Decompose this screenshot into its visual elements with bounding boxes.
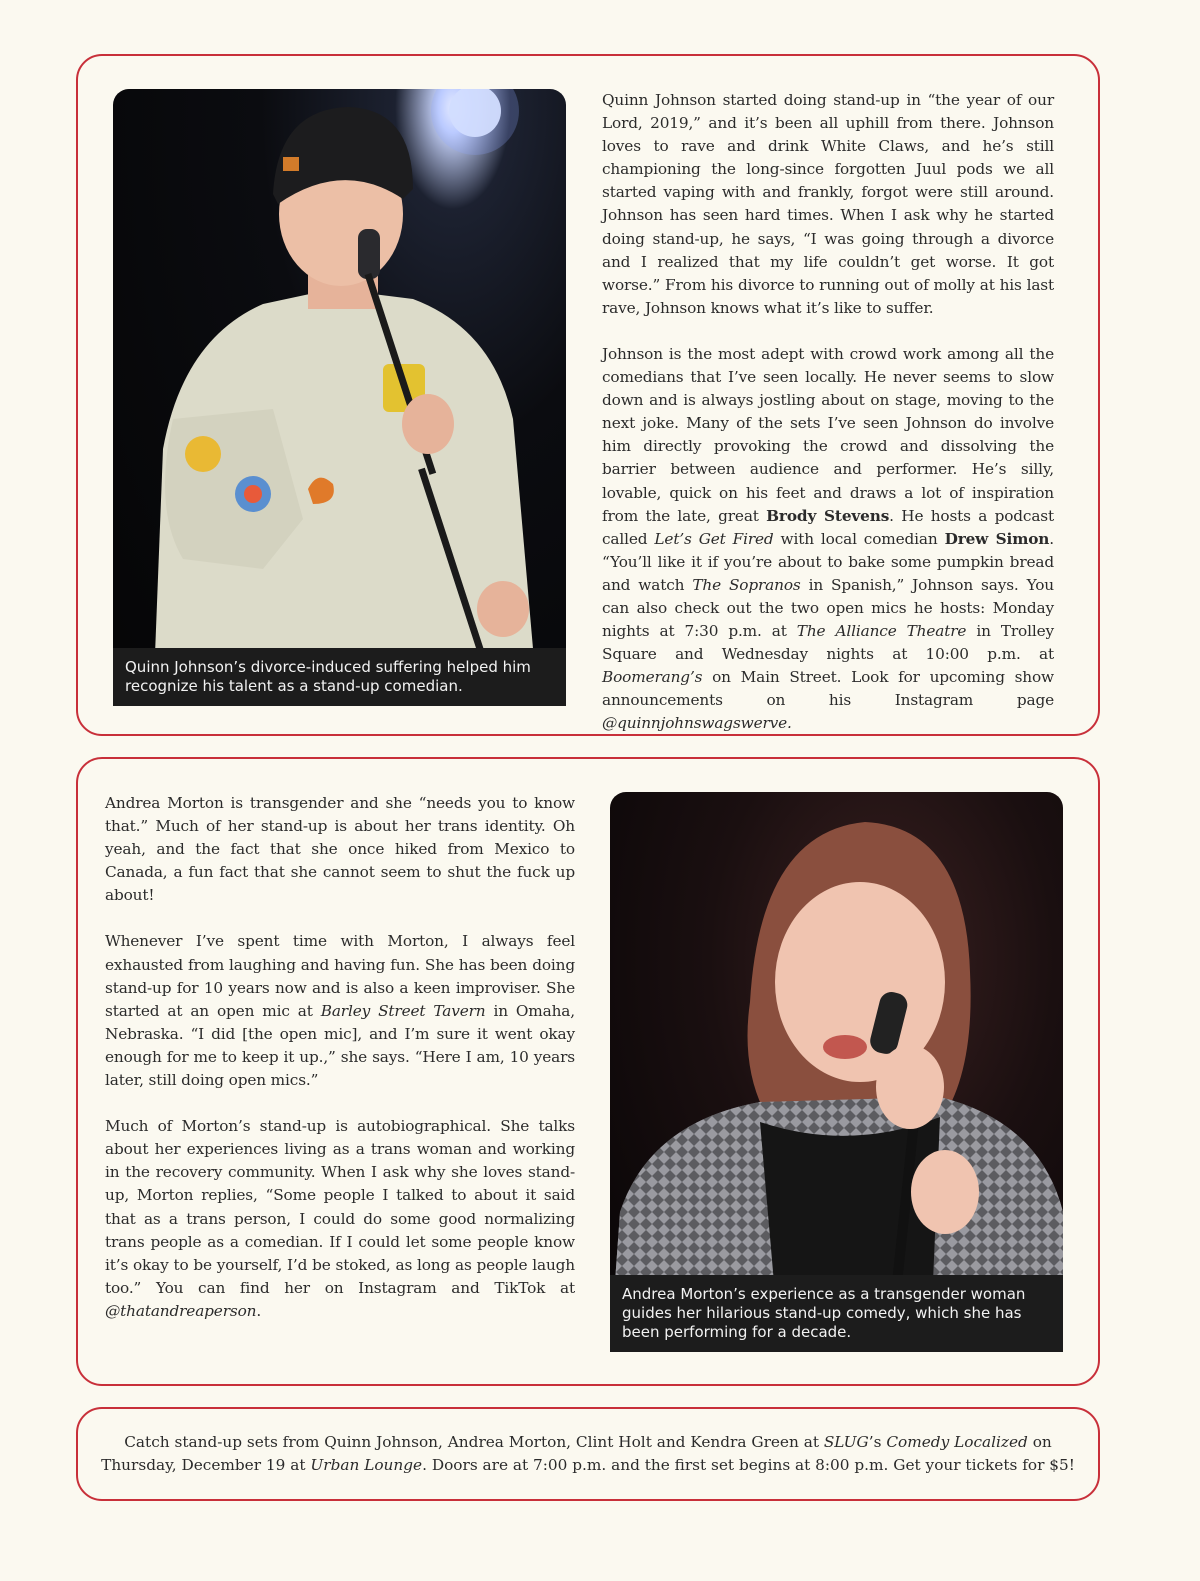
quinn-johnson-article [602, 89, 1054, 759]
sopranos-title: The Sopranos [692, 575, 801, 594]
quinn-johnson-illustration [113, 89, 566, 706]
drew-simon-name: Drew Simon [944, 529, 1050, 548]
andrea-morton-photo-caption: Andrea Morton’s experience as a transgender woman guides her hilarious stand-up comedy, which she has been performing for a decade. [610, 1275, 1063, 1352]
barley-street-tavern-venue: Barley Street Tavern [320, 1001, 486, 1020]
event-venue: Urban Lounge [310, 1456, 423, 1474]
andrea-morton-article [105, 792, 575, 1346]
andrea-instagram-handle: @thatandreaperson [105, 1301, 257, 1320]
andrea-morton-photo [610, 792, 1063, 1352]
quinn-paragraph-1: Quinn Johnson started doing stand-up in “the year of our Lord, 2019,” and it’s been all uphill from there. Johnson loves to rave and drink White Claws, and he’s still championing the long-since forgotten Juul pods we all started vaping with and frankly, forgot were still around. Johnson has seen hard times. When I ask why he started doing stand-up, he says, “I was going through a divorce and I realized that my life couldn’t get worse. It got worse.” From his divorce to running out of molly at his last rave, Johnson knows what it’s like to suffer. [602, 91, 1054, 317]
brody-stevens-name: Brody Stevens [766, 506, 890, 525]
quinn-johnson-photo [113, 89, 566, 706]
andrea-morton-illustration [610, 792, 1063, 1352]
event-announcement-text: Catch stand-up sets from Quinn Johnson, Andrea Morton, Clint Holt and Kendra Green at SLUG’s Comedy Localized on Thursday, December 19 at Urban Lounge. Doors are at 7:00 p.m. and the first set begins at 8:00 p.m. Get your tickets for $5! [101, 1433, 1075, 1474]
event-name: Comedy Localized [886, 1433, 1028, 1451]
andrea-paragraph-3: Much of Morton’s stand-up is autobiographical. She talks about her experiences living as a trans woman and working in the recovery community. When I ask why she loves stand-up, Morton replies, “Some people I talked to about it said that as a trans person, I could do some good normalizing trans people as a comedian. If I could let some people know it’s okay to be yourself, I’d be stoked, as long as people laugh too.” You can find her on Instagram and TikTok at @thatandreaperson. [105, 1117, 575, 1320]
podcast-title: Let’s Get Fired [654, 529, 774, 548]
boomerangs-venue: Boomerang’s [602, 668, 703, 687]
quinn-instagram-handle: @quinnjohnswagswerve. [602, 714, 792, 733]
slug-magazine-name: SLUG [823, 1433, 869, 1451]
quinn-johnson-section [76, 54, 1100, 736]
andrea-morton-section [76, 757, 1100, 1386]
andrea-paragraph-1: Andrea Morton is transgender and she “needs you to know that.” Much of her stand-up is about her trans identity. Oh yeah, and the fact that she once hiked from Mexico to Canada, a fun fact that she cannot seem to shut the fuck up about! [105, 794, 575, 905]
quinn-paragraph-2: Johnson is the most adept with crowd work among all the comedians that I’ve seen locally. He never seems to slow down and is always jostling about on stage, moving to the next joke. Many of the sets I’ve seen Johnson do involve him directly provoking the crowd and dissolving the barrier between audience and performer. He’s silly, lovable, quick on his feet and draws a lot of inspiration from the late, great Brody Stevens. He hosts a podcast called Let’s Get Fired with local comedian Drew Simon. “You’ll like it if you’re about to bake some pumpkin bread and watch The Sopranos in Spanish,” Johnson says. You can also check out the two open mics he hosts: Monday nights at 7:30 p.m. at The Alliance Theatre in Trolley Square and Wednesday nights at 10:00 p.m. at Boomerang’s on Main Street. Look for upcoming show announcements on his Instagram page @quinnjohnswagswerve. [602, 344, 1055, 733]
event-announcement [76, 1407, 1100, 1501]
quinn-johnson-photo-caption: Quinn Johnson’s divorce-induced suffering helped him recognize his talent as a stand-up comedian. [113, 648, 566, 706]
alliance-theatre-venue: The Alliance Theatre [796, 622, 967, 641]
andrea-paragraph-2: Whenever I’ve spent time with Morton, I always feel exhausted from laughing and having fun. She has been doing stand-up for 10 years now and is also a keen improviser. She started at an open mic at Barley Street Tavern in Omaha, Nebraska. “I did [the open mic], and I’m sure it went okay enough for me to keep it up.,” she says. “Here I am, 10 years later, still doing open mics.” [105, 932, 575, 1090]
